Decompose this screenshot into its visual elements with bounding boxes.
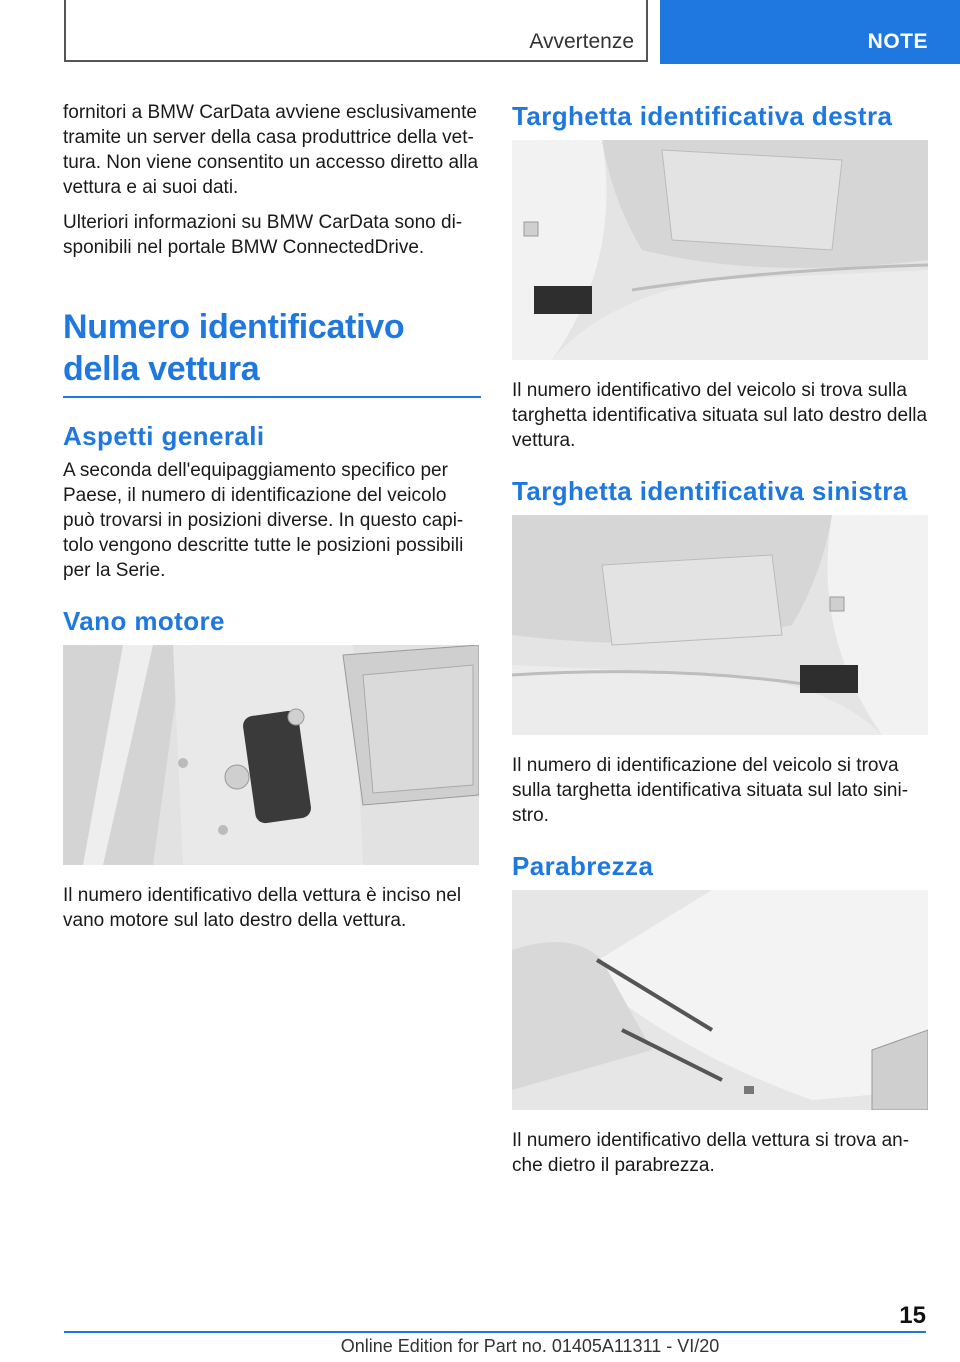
heading-left-plate: Targhetta identificativa sinistra	[512, 476, 908, 506]
engine-bay-image	[63, 645, 479, 865]
section-title: Avvertenze	[529, 30, 634, 53]
footer-divider	[64, 1331, 926, 1333]
chapter-title[interactable]: NOTE	[867, 30, 928, 53]
paragraph-cardata: fornitori a BMW CarData avviene esclusivamente tramite un server della casa produttrice della vet-tura. Non viene consentito un accesso diretto alla vettura e ai suoi dati.	[63, 102, 479, 198]
page-number: 15	[899, 1302, 926, 1329]
heading-right-plate: Targhetta identificativa destra	[512, 101, 893, 131]
chapter-heading: Numero identificativo della vettura	[63, 306, 481, 398]
paragraph-general: A seconda dell'equipaggiamento specifico per Paese, il numero di identificazione del veicolo può trovarsi in posizioni diverse. In questo capi-tolo vengono descritte tutte le posizioni possibili per la Serie.	[63, 460, 464, 581]
heading-engine-bay: Vano motore	[63, 606, 225, 636]
chapter-tab[interactable]	[660, 0, 960, 64]
section-tab	[64, 0, 648, 62]
paragraph-windshield: Il numero identificativo della vettura si trova an-che dietro il parabrezza.	[512, 1130, 910, 1176]
right-plate-image	[512, 140, 928, 360]
paragraph-left-plate: Il numero di identificazione del veicolo si trova sulla targhetta identificativa situata sul lato sini-stro.	[512, 755, 909, 826]
heading-general: Aspetti generali	[63, 421, 265, 451]
paragraph-engine-bay: Il numero identificativo della vettura è inciso nel vano motore sul lato destro della vettura.	[63, 885, 462, 931]
left-plate-image	[512, 515, 928, 735]
windshield-image	[512, 890, 928, 1110]
footer-edition: Online Edition for Part no. 01405A11311 - VI/20	[340, 1336, 720, 1356]
heading-windshield: Parabrezza	[512, 851, 654, 881]
page-header	[0, 0, 960, 66]
paragraph-right-plate: Il numero identificativo del veicolo si trova sulla targhetta identificativa situata sul lato destro della vettura.	[512, 380, 928, 451]
right-column	[512, 100, 930, 1188]
left-column	[63, 100, 481, 943]
paragraph-connecteddrive: Ulteriori informazioni su BMW CarData sono di-sponibili nel portale BMW ConnectedDrive.	[63, 212, 463, 258]
